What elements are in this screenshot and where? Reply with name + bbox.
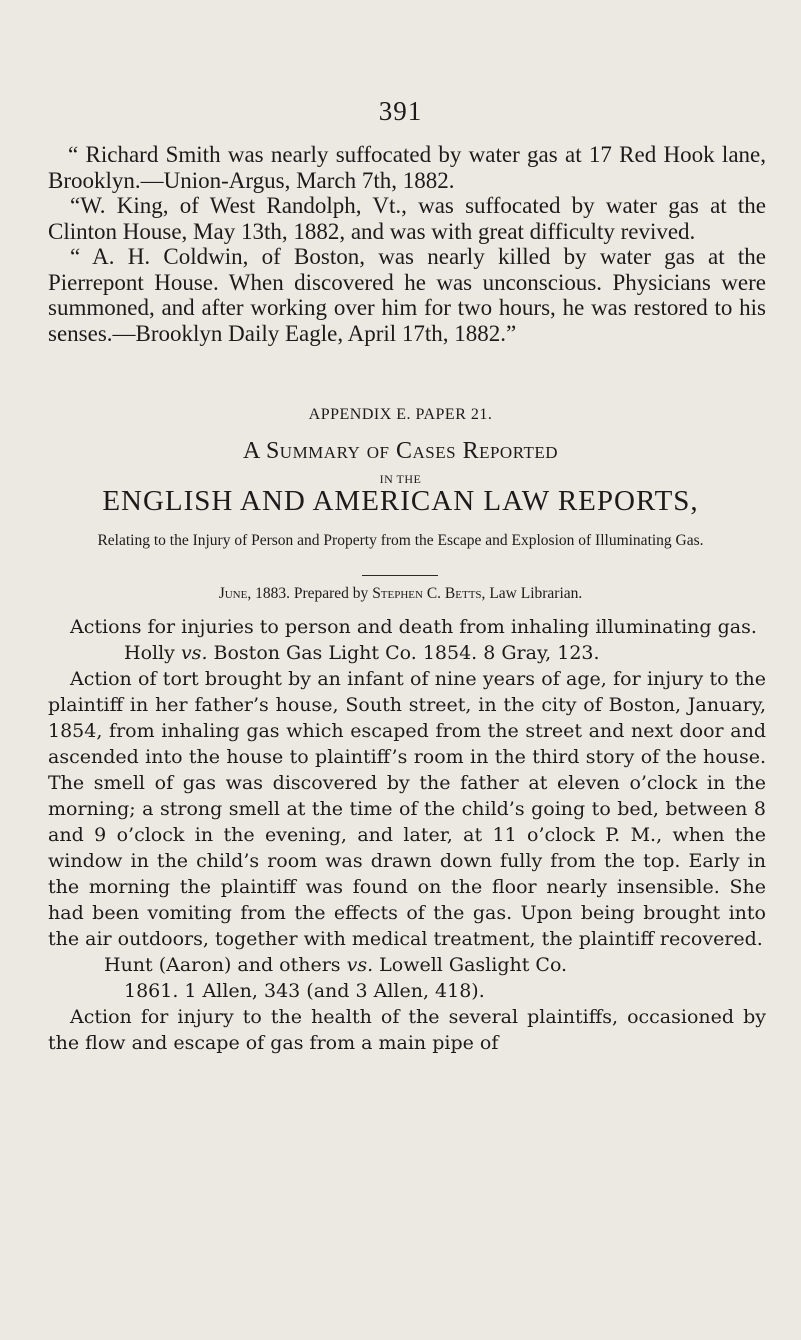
case-paragraph: Action of tort brought by an infant of nine years of age, for injury to the plaintiff in her father’s house, South street, in the city of Boston, January, 1854, from inhaling gas which escaped from the street and next door and ascended into the house to plaintiff’s room in the third story of the house. The smell of gas was discovered by the father at eleven o’clock in the morning; a strong smell at the time of the child’s going to bed, between 8 and 9 o’clock in the evening, and later, at 11 o’clock P. M., when the window in the child’s room was drawn down fully from the top. Early in the morning the plaintiff was found on the floor nearly insensible. She had been vomiting from the effects of the gas. Upon being brought into the air outdoors, together with medical treatment, the plaintiff recovered. — [48, 668, 766, 950]
case-citation — [48, 952, 766, 1004]
quote-paragraph: “ Richard Smith was nearly suffocated by water gas at 17 Red Hook lane, Brooklyn.—Union-Argus, March 7th, 1882. — [48, 142, 766, 193]
prepared-by-label: Prepared by — [293, 585, 369, 602]
relating-subtitle: Relating to the Injury of Person and Property from the Escape and Explosion of Illuminating Gas. — [97, 532, 704, 549]
in-the-label: IN THE — [379, 472, 422, 486]
prepared-role: Law Librarian. — [489, 585, 583, 602]
case-citation-detail: 1861. 1 Allen, 343 (and 3 Allen, 418). — [124, 980, 485, 1002]
quote-paragraph: “ A. H. Coldwin, of Boston, was nearly killed by water gas at the Pierrepont House. When discovered he was unconscious. Physicians were summoned, and after working over him for two hours, he was restored to his senses.—Brooklyn Daily Eagle, April 17th, 1882.” — [48, 244, 766, 346]
reports-title: ENGLISH AND AMERICAN LAW REPORTS, — [102, 485, 699, 517]
intro-paragraph: Actions for injuries to person and death from inhaling illuminating gas. — [70, 616, 757, 638]
case-party-a: Holly — [124, 642, 175, 664]
case-versus: vs. — [346, 954, 374, 976]
case-party-a: Hunt (Aaron) and others — [104, 954, 341, 976]
prepared-date: June, 1883. — [218, 585, 290, 602]
case-party-b: Boston Gas Light Co. 1854. 8 Gray, 123. — [213, 642, 600, 664]
case-paragraph: Action for injury to the health of the several plaintiffs, occasioned by the flow and escape of gas from a main pipe of — [48, 1006, 766, 1054]
quote-paragraph: “W. King, of West Randolph, Vt., was suffocated by water gas at the Clinton House, May 13th, 1882, and was with great difficulty revived. — [48, 193, 766, 244]
page-number: 391 — [378, 96, 423, 126]
case-party-b: Lowell Gaslight Co. — [379, 954, 568, 976]
newspaper-quotes — [48, 142, 766, 346]
case-citation — [48, 640, 766, 666]
case-summary-body — [48, 614, 766, 1056]
prepared-name: Stephen C. Betts, — [372, 585, 486, 602]
appendix-label: APPENDIX E. PAPER 21. — [308, 406, 493, 423]
summary-heading: A Summary of Cases Reported — [242, 438, 559, 464]
prepared-by-line — [0, 585, 801, 603]
case-versus: vs. — [180, 642, 208, 664]
divider-rule — [362, 575, 438, 576]
